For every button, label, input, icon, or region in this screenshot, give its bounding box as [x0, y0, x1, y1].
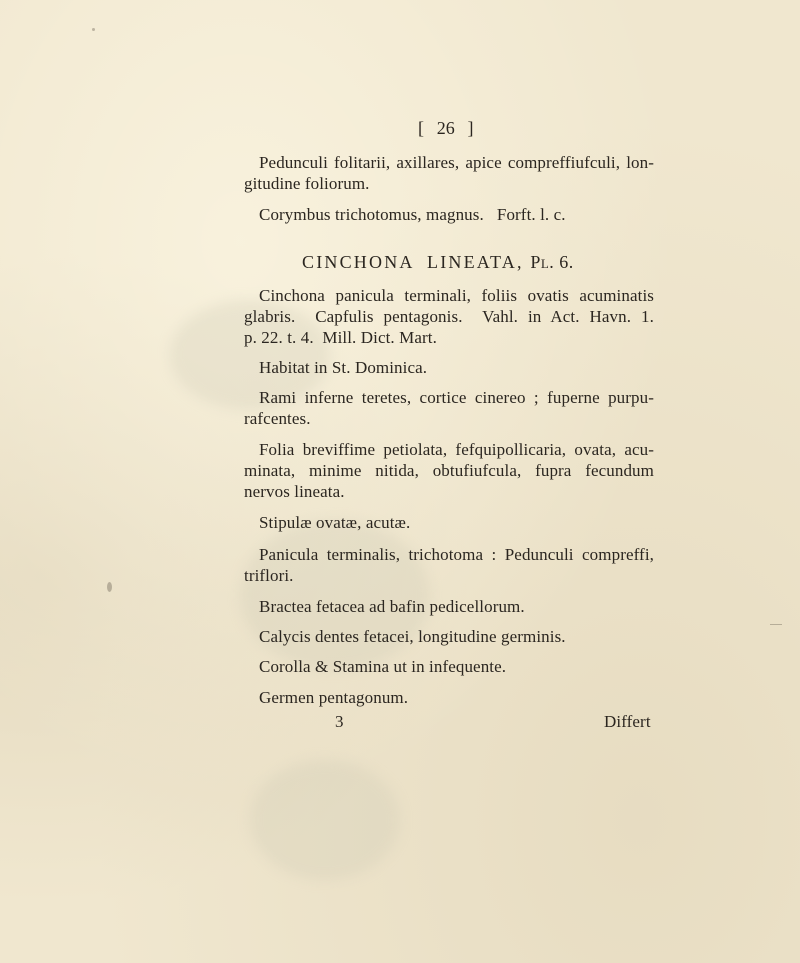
- paragraph-line: p. 22. t. 4. Mill. Dict. Mart.: [244, 328, 437, 347]
- paragraph-line: Bractea fetacea ad bafin pedicellorum.: [259, 597, 525, 616]
- paragraph-line: [244, 307, 654, 327]
- section-heading: [302, 252, 574, 273]
- paragraph-line: triflori.: [244, 566, 294, 585]
- paragraph-line: nervos lineata.: [244, 482, 345, 501]
- paragraph-text: minata, minime nitida, obtufiufcula, fupra fecundum: [244, 461, 654, 480]
- plate-reference: Pl. 6.: [530, 252, 574, 272]
- paragraph-line: Calycis dentes fetacei, longitudine germinis.: [259, 627, 566, 646]
- paragraph-line: [259, 388, 654, 408]
- paragraph-line: [259, 545, 654, 565]
- paragraph-text: Cinchona panicula terminali, foliis ovatis acuminatis: [259, 286, 654, 305]
- paragraph-line: [259, 440, 654, 460]
- signature-mark: 3: [335, 712, 344, 731]
- paragraph-line: [259, 153, 654, 173]
- paragraph-line: Habitat in St. Dominica.: [259, 358, 428, 377]
- paragraph-text: Pedunculi folitarii, axillares, apice compreffiufculi, lon-: [259, 153, 654, 172]
- paragraph-text: Rami inferne teretes, cortice cinereo ; fuperne purpu-: [259, 388, 654, 407]
- paragraph-line: [244, 461, 654, 481]
- paragraph-line: rafcentes.: [244, 409, 311, 428]
- paragraph-line: Corolla & Stamina ut in infequente.: [259, 657, 507, 676]
- paragraph-text: glabris. Capfulis pentagonis. Vahl. in Act. Havn. 1.: [244, 307, 654, 326]
- catchword: Differt: [604, 712, 651, 731]
- paragraph-text: Folia breviffime petiolata, fefquipollicaria, ovata, acu-: [259, 440, 654, 459]
- paragraph-line: Germen pentagonum.: [259, 688, 409, 707]
- paragraph-text: Panicula terminalis, trichotoma : Pedunculi compreffi,: [259, 545, 654, 564]
- page-number: [ 26 ]: [418, 118, 474, 138]
- paragraph-line: Stipulæ ovatæ, acutæ.: [259, 513, 411, 532]
- paragraph-line: Corymbus trichotomus, magnus. Forft. l. c.: [259, 205, 566, 224]
- species-name: CINCHONA LINEATA,: [302, 252, 524, 272]
- paragraph-line: gitudine foliorum.: [244, 174, 370, 193]
- paragraph-line: [259, 286, 654, 306]
